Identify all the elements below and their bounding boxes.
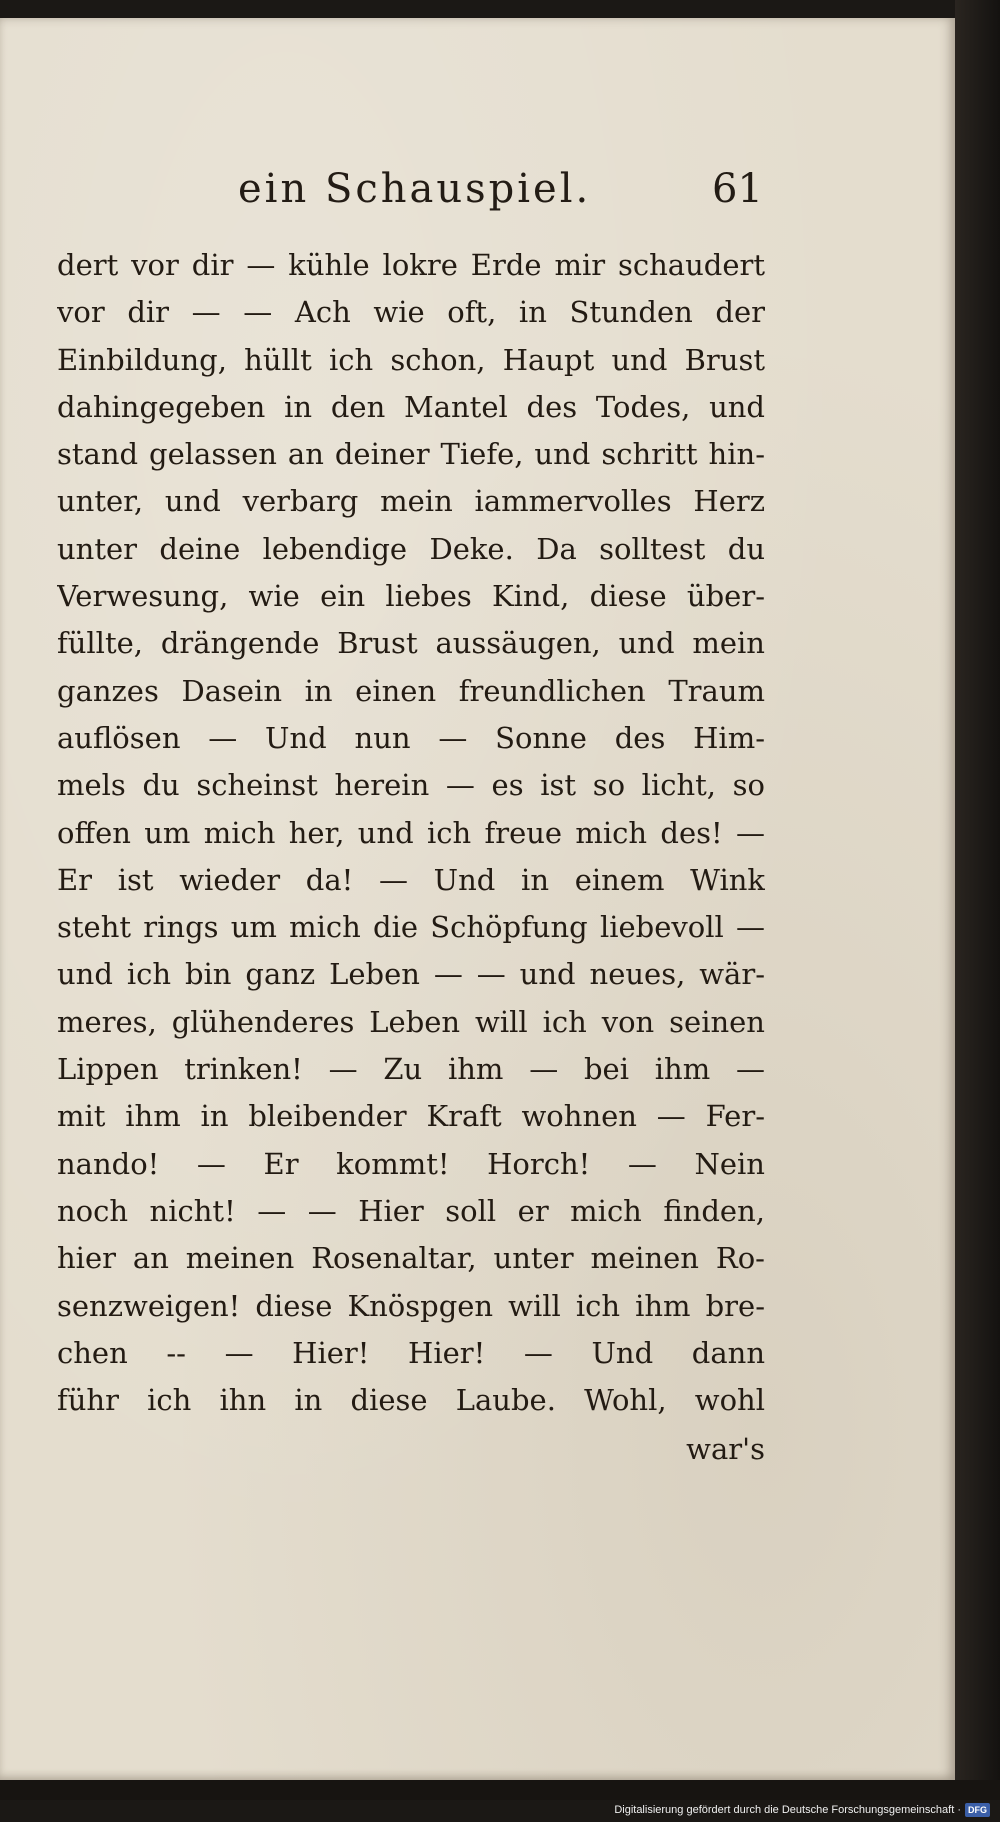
text-line: auflösen — Und nun — Sonne des Him- [57, 720, 765, 755]
digitization-credit [614, 1801, 990, 1819]
text-line: noch nicht! — — Hier soll er mich finden, [57, 1193, 765, 1228]
text-line: Verwesung, wie ein liebes Kind, diese über- [57, 579, 765, 614]
text-line: meres, glühenderes Leben will ich von seinen [57, 1004, 765, 1039]
body-text [57, 242, 765, 1424]
catchword: war's [686, 1432, 765, 1466]
text-line: nando! — Er kommt! Horch! — Nein [57, 1146, 765, 1181]
text-line: dahingegeben in den Mantel des Todes, und [57, 389, 765, 424]
page-edge-shadow [955, 0, 1000, 1790]
text-line: führ ich ihn in diese Laube. Wohl, wohl [57, 1383, 765, 1418]
text-line: mit ihm in bleibender Kraft wohnen — Fer- [57, 1099, 765, 1134]
dfg-logo: DFG [965, 1803, 990, 1817]
text-line: Einbildung, hüllt ich schon, Haupt und Brust [57, 342, 765, 377]
text-line: unter, und verbarg mein iammervolles Herz [57, 484, 765, 519]
page-number: 61 [712, 166, 763, 212]
text-line: mels du scheinst herein — es ist so licht, so [57, 768, 765, 803]
running-head [0, 166, 955, 226]
page-bottom-edge [0, 1780, 1000, 1800]
text-line: unter deine lebendige Deke. Da solltest du [57, 531, 765, 566]
text-line: Lippen trinken! — Zu ihm — bei ihm — [57, 1052, 765, 1087]
book-page [0, 18, 955, 1780]
text-line: offen um mich her, und ich freue mich des! — [57, 815, 765, 850]
credit-text: Digitalisierung gefördert durch die Deutsche Forschungsgemeinschaft · [614, 1804, 961, 1816]
text-line: stand gelassen an deiner Tiefe, und schritt hin- [57, 437, 765, 472]
text-line: Er ist wieder da! — Und in einem Wink [57, 862, 765, 897]
text-line: hier an meinen Rosenaltar, unter meinen Ro- [57, 1241, 765, 1276]
text-line: ganzes Dasein in einen freundlichen Traum [57, 673, 765, 708]
text-line: vor dir — — Ach wie oft, in Stunden der [57, 295, 765, 330]
text-line: senzweigen! diese Knöspgen will ich ihm bre- [57, 1288, 765, 1323]
text-line: steht rings um mich die Schöpfung liebevoll — [57, 910, 765, 945]
text-line: füllte, drängende Brust aussäugen, und mein [57, 626, 765, 661]
text-line: dert vor dir — kühle lokre Erde mir schaudert [57, 248, 765, 282]
text-line: chen -- — Hier! Hier! — Und dann [57, 1335, 765, 1370]
running-head-title: ein Schauspiel. [238, 166, 592, 212]
text-line: und ich bin ganz Leben — — und neues, wär- [57, 957, 765, 992]
